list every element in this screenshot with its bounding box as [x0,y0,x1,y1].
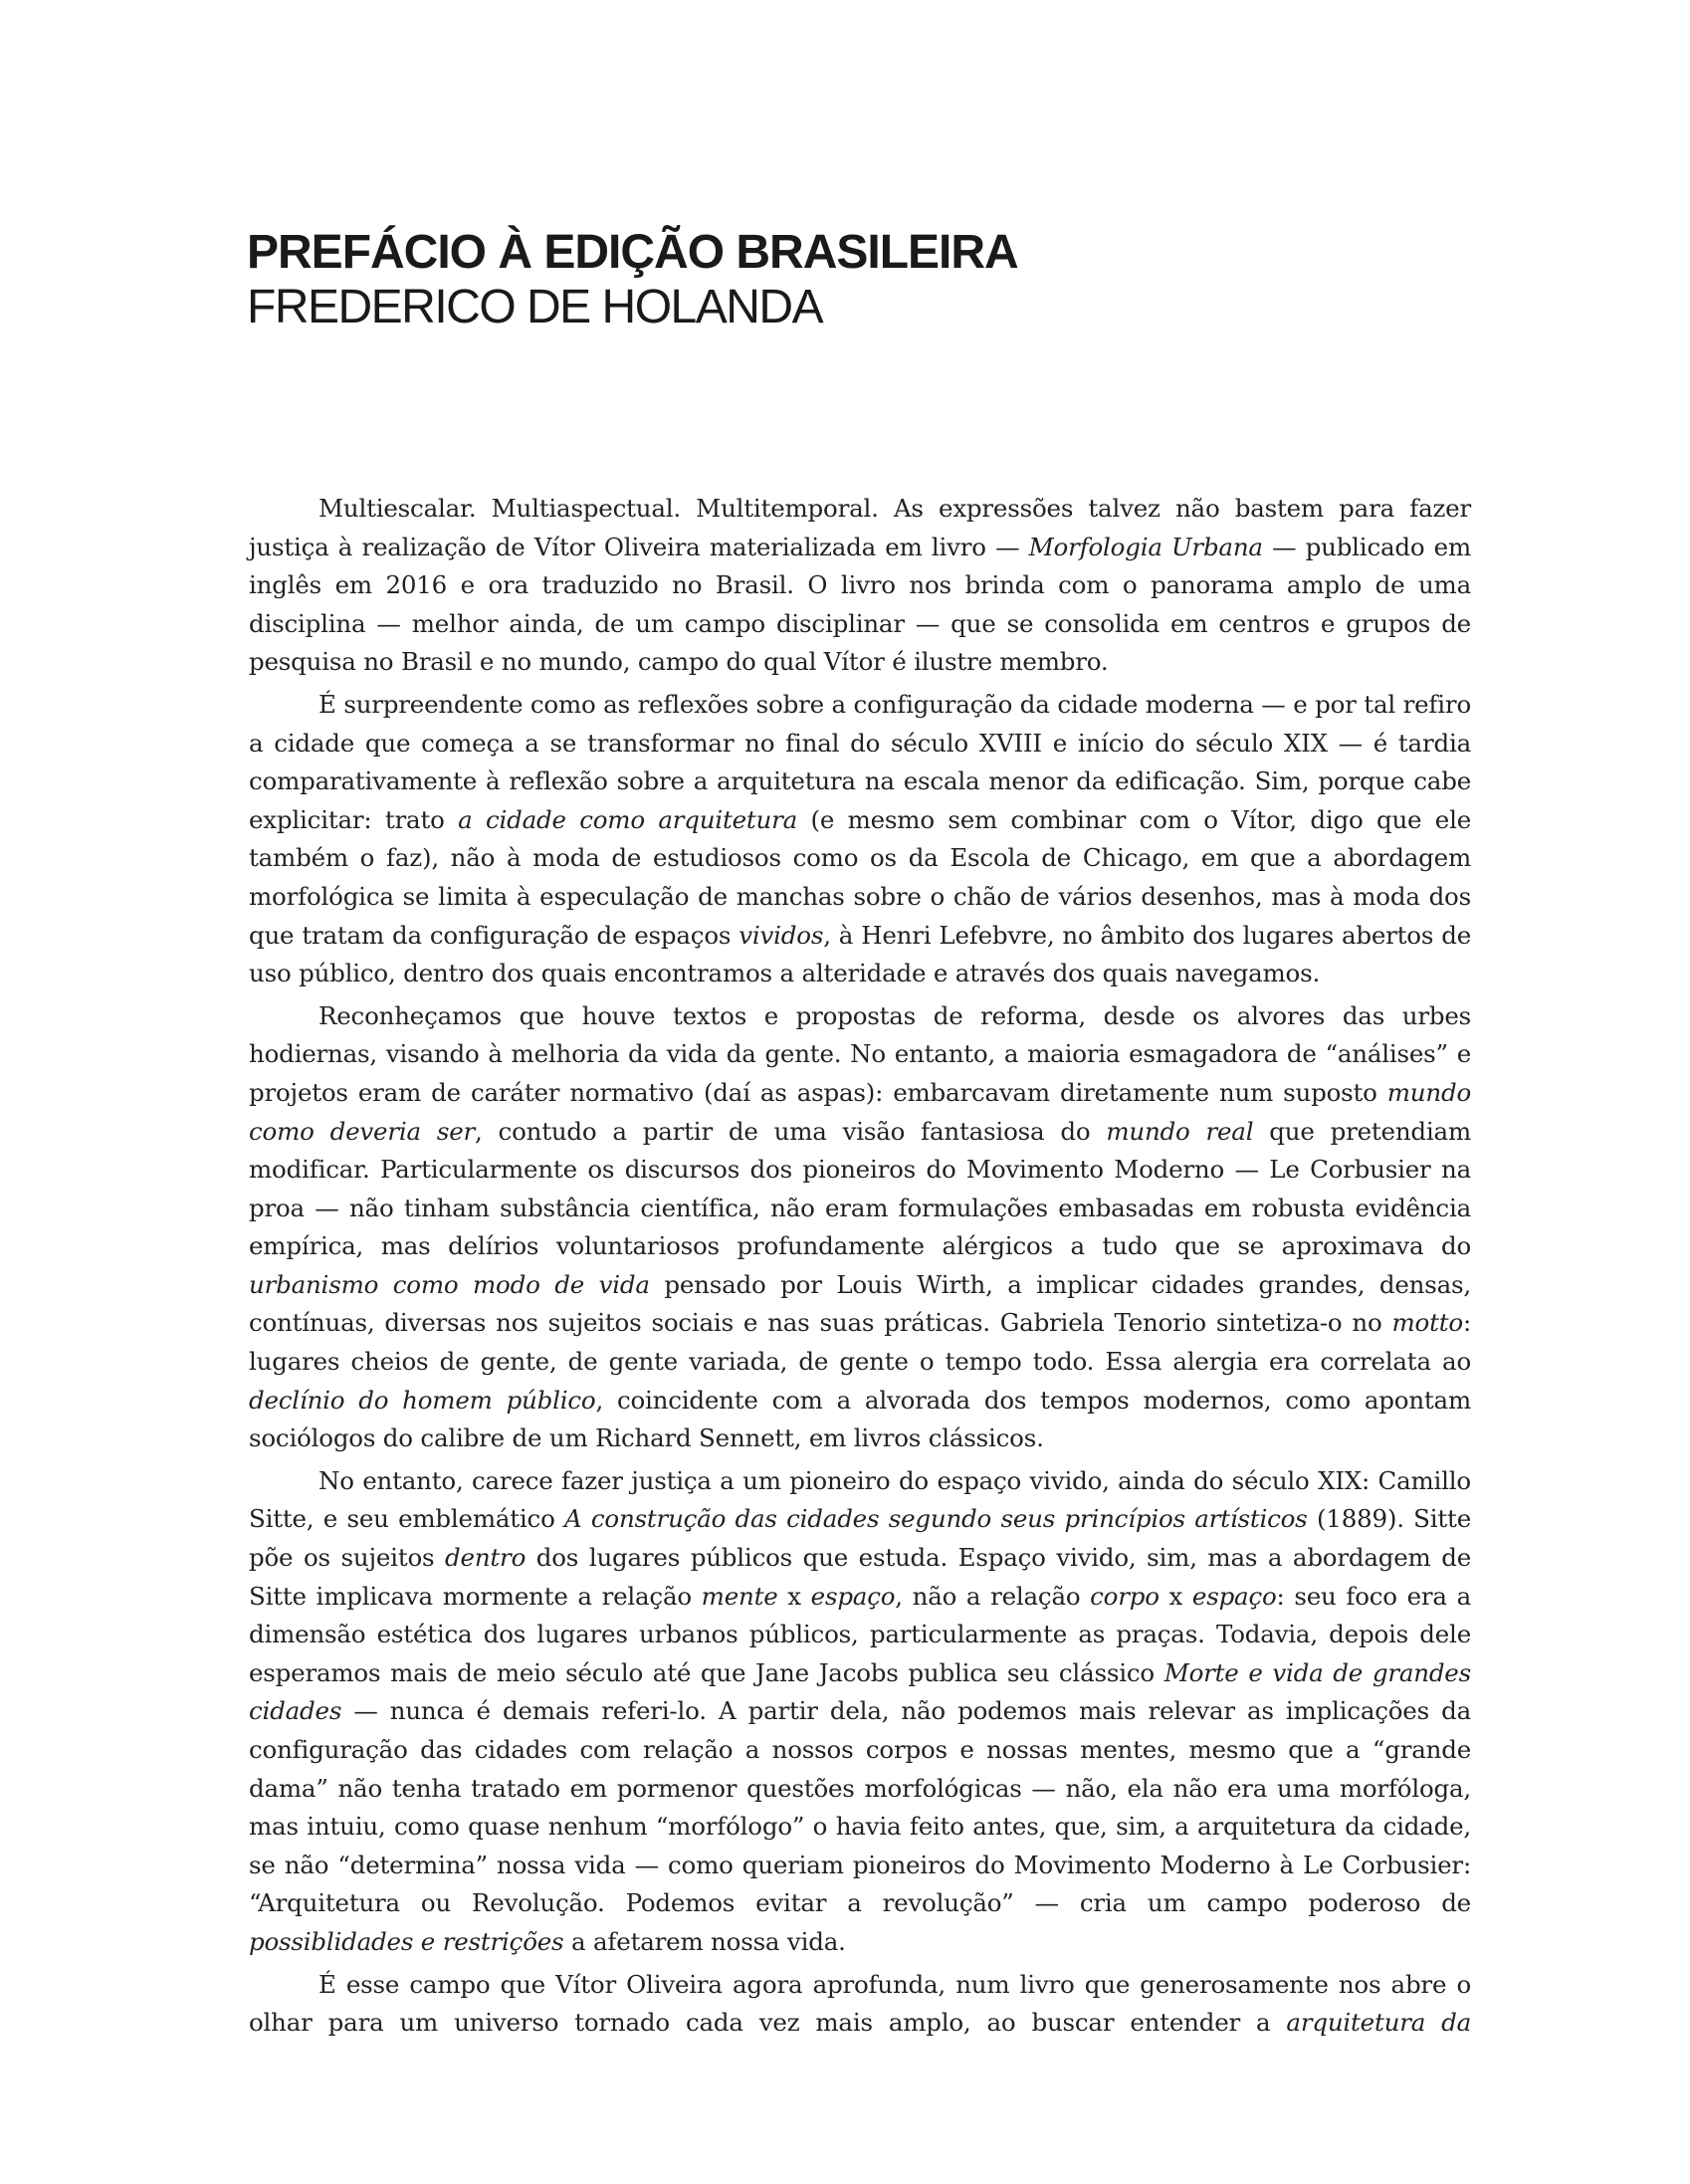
italic-segment: espaço [810,1581,896,1611]
text-segment: (e mesmo sem combinar com o Vítor, digo que ele também o faz), não à moda de estudiosos como os da Escola de Chicago, em que a abordagem morfológica se limita à especulação de manchas sobre o chão de vários desenhos, mas à moda dos que tratam da configuração de espaços [249,804,1471,950]
text-segment: , contudo a partir de uma visão fantasiosa do [475,1116,1107,1146]
italic-segment: mundo como deveria ser [249,1077,1471,1146]
text-segment: : seu foco era a dimensão estética dos lugares urbanos públicos, particularmente as praças. Todavia, depois dele esperamos mais de meio século até que Jane Jacobs publica seu clássico [249,1581,1471,1687]
text-segment: : lugares cheios de gente, de gente variada, de gente o tempo todo. Essa alergia era correlata ao [249,1308,1471,1377]
paragraph [249,490,1471,682]
italic-segment: arquitetura da [1286,2008,1472,2038]
text-segment: — publicado em inglês em 2016 e ora traduzido no Brasil. O livro nos brinda com o panorama amplo de uma disciplina — melhor ainda, de um campo disciplinar — que se consolida em centros e grupos de pesquisa no Brasil e no mundo, campo do qual Vítor é ilustre membro. [249,532,1471,677]
italic-segment: Morte e vida de grandes cidades [249,1657,1471,1726]
text-segment: x [777,1581,811,1611]
text-segment: (1889). Sitte põe os sujeitos [249,1504,1471,1573]
text-segment: , não a relação [895,1581,1091,1611]
text-segment: dos lugares públicos que estuda. Espaço vivido, sim, mas a abordagem de Sitte implicava mormente a relação [249,1543,1472,1611]
italic-segment: espaço [1191,1581,1277,1611]
paragraph [249,1462,1471,1962]
text-segment: , à Henri Lefebvre, no âmbito dos lugares abertos de uso público, dentro dos quais encontramos a alteridade e através dos quais navegamos. [249,920,1471,988]
text-segment: x [1159,1581,1192,1611]
text-segment: a afetarem nossa vida. [563,1926,846,1956]
text-segment: Multiescalar. Multiaspectual. Multitemporal. As expressões talvez não bastem para fazer justiça à realização de Vítor Oliveira materializada em livro — [249,494,1471,561]
italic-segment: dentro [445,1543,527,1573]
italic-segment: corpo [1090,1581,1160,1611]
italic-segment: possiblidades e restrições [249,1926,564,1956]
paragraph [249,1966,1471,2043]
text-segment: Reconheçamos que houve textos e propostas de reforma, desde os alvores das urbes hodiernas, visando à melhoria da vida da gente. No entanto, a maioria esmagadora de “análises” e projetos eram de caráter normativo (daí as aspas): embarcavam diretamente num suposto [249,1000,1471,1107]
italic-segment: mente [701,1581,778,1611]
text-segment: , coincidente com a alvorada dos tempos modernos, como apontam sociólogos do calibre de um Richard Sennett, em livros clássicos. [249,1385,1471,1453]
text-segment: É surpreendente como as reflexões sobre a configuração da cidade moderna — e por tal refiro a cidade que começa a se transformar no final do século XVIII e início do século XIX — é tardia comparativamente à reflexão sobre a arquitetura na escala menor da edificação. Sim, porque cabe explicitar: trato [249,689,1471,834]
italic-segment: motto [1391,1308,1463,1338]
paragraph [249,686,1471,993]
italic-segment: urbanismo como modo de vida [249,1269,650,1299]
italic-segment: Morfologia Urbana [1028,532,1263,561]
paragraph [249,997,1471,1458]
chapter-author: FREDERICO DE HOLANDA [247,281,823,333]
text-segment: — nunca é demais referi-lo. A partir dela, não podemos mais relevar as implicações da configuração das cidades com relação a nossos corpos e nossas mentes, mesmo que a “grande dama” não tenha tratado em pormenor questões morfológicas — não, ela não era uma morfóloga, mas intuiu, como quase nenhum “morfólogo” o havia feito antes, que, sim, a arquitetura da cidade, se não “determina” nossa vida — como queriam pioneiros do Movimento Moderno à Le Corbusier: “Arquitetura ou Revolução. Podemos evitar a revolução” — cria um campo poderoso de [249,1696,1471,1918]
italic-segment: declínio do homem público [249,1385,596,1415]
chapter-title: PREFÁCIO À EDIÇÃO BRASILEIRA [247,226,1018,279]
text-segment: pensado por Louis Wirth, a implicar cidades grandes, densas, contínuas, diversas nos sujeitos sociais e nas suas práticas. Gabriela Tenorio sintetiza-o no [249,1269,1471,1338]
chapter-heading [247,225,1471,334]
body-text [249,490,1471,2047]
italic-segment: a cidade como arquitetura [458,804,798,834]
text-segment: No entanto, carece fazer justiça a um pioneiro do espaço vivido, ainda do século XIX: Camillo Sitte, e seu emblemático [249,1465,1471,1534]
italic-segment: mundo real [1106,1116,1254,1146]
text-segment: É esse campo que Vítor Oliveira agora aprofunda, num livro que generosamente nos abre o olhar para um universo tornado cada vez mais amplo, ao buscar entender a [249,1969,1471,2038]
italic-segment: A construção das cidades segundo seus princípios artísticos [564,1504,1308,1534]
italic-segment: vividos [739,920,824,950]
text-segment: que pretendiam modificar. Particularmente os discursos dos pioneiros do Movimento Moderno — Le Corbusier na proa — não tinham substância científica, não eram formulações embasadas em robusta evidência empírica, mas delírios voluntariosos profundamente alérgicos a tudo que se aproximava do [249,1116,1471,1261]
